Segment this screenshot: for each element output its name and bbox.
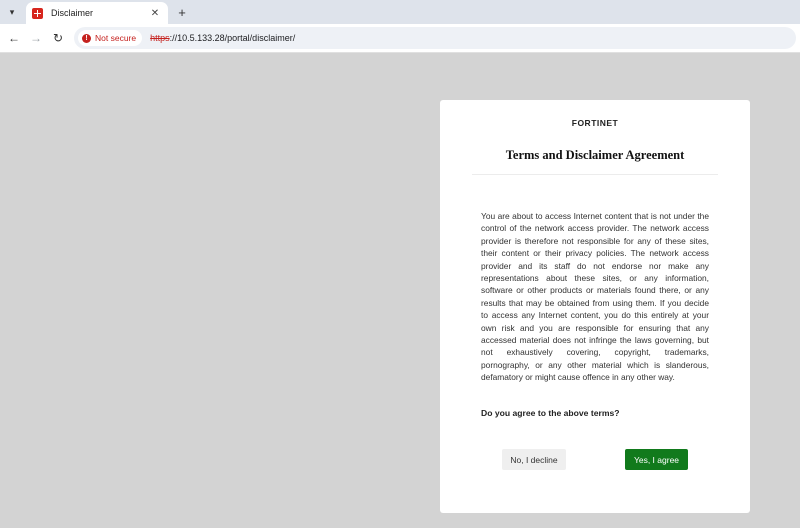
tab-close-icon[interactable]: ✕ (150, 7, 160, 19)
url-text[interactable] (150, 33, 295, 43)
reload-icon[interactable]: ↻ (52, 31, 64, 45)
url-path: ://10.5.133.28/portal/disclaimer/ (169, 33, 296, 43)
divider (472, 174, 718, 175)
fortinet-favicon-icon (32, 8, 43, 19)
back-arrow-icon[interactable]: ← (8, 31, 20, 45)
security-label: Not secure (95, 33, 137, 43)
address-bar[interactable] (74, 27, 796, 49)
warning-icon: ! (82, 34, 91, 43)
fortinet-logo: FORTINET (571, 118, 619, 128)
agree-button[interactable]: Yes, I agree (625, 449, 688, 470)
forward-arrow-icon[interactable]: → (30, 31, 42, 45)
security-indicator[interactable] (78, 30, 142, 46)
tab-strip (0, 0, 800, 24)
tab-title: Disclaimer (51, 8, 94, 18)
tab-disclaimer[interactable] (26, 2, 168, 24)
disclaimer-text: You are about to access Internet content that is not under the control of the network access provider. The network access provider is therefore not responsible for any of these sites, their content or their privacy policies. The network access provider and its staff do not endorse nor make any representations about these sites, or any information, software or other products or materials found there, or any results that may be obtained from using them. If you decide to access any Internet content, you do this entirely at your own risk and you are responsible for ensuring that any accessed material does not infringe the laws governing, but not exhaustively covering, copyright, trademarks, pornography, or any other material which is slanderous, defamatory or might cause offence in any other way. (481, 211, 709, 383)
tab-search-chevron-down-icon[interactable]: ▾ (9, 6, 15, 17)
browser-toolbar (0, 24, 800, 53)
page-title: Terms and Disclaimer Agreement (505, 148, 685, 162)
url-scheme: https (150, 33, 170, 43)
agreement-question: Do you agree to the above terms? (481, 408, 620, 418)
disclaimer-card (440, 100, 750, 513)
decline-button[interactable]: No, I decline (502, 449, 566, 470)
new-tab-button[interactable]: + (178, 4, 186, 20)
